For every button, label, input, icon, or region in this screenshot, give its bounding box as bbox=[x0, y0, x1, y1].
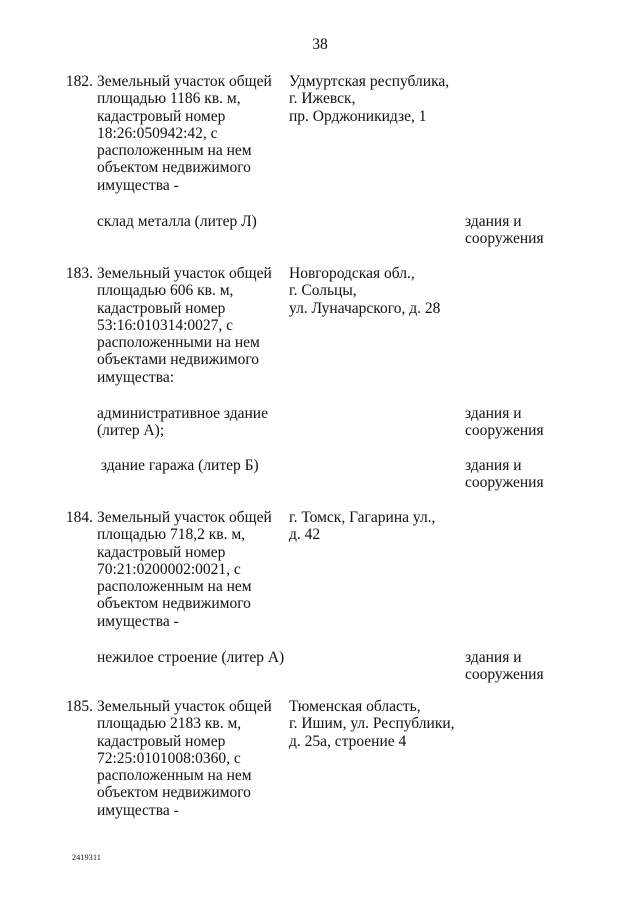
entry-number: 185. bbox=[65, 698, 93, 715]
location-line: д. 25а, строение 4 bbox=[289, 732, 407, 750]
description-line: площадью 606 кв. м, bbox=[97, 282, 234, 300]
subitem-name-line: (литер А); bbox=[97, 422, 165, 440]
description-line: имущества - bbox=[97, 176, 179, 194]
location-line: г. Ижевск, bbox=[289, 90, 356, 108]
entry-location bbox=[289, 509, 469, 544]
description-line: площадью 2183 кв. м, bbox=[97, 715, 242, 733]
subitem-category bbox=[465, 405, 585, 440]
description-line: расположенными на нем bbox=[97, 334, 260, 352]
description-line: 18:26:050942:42, с bbox=[97, 124, 218, 142]
description-line: площадью 1186 кв. м, bbox=[97, 90, 241, 108]
subitem-name bbox=[97, 213, 397, 230]
entry-number: 182. bbox=[65, 73, 93, 90]
category-line: сооружения bbox=[465, 230, 544, 248]
description-line: объектом недвижимого bbox=[97, 784, 251, 802]
description-line: объектом недвижимого bbox=[97, 159, 251, 177]
description-line: Земельный участок общей bbox=[97, 265, 272, 282]
entry-number: 183. bbox=[65, 265, 93, 282]
description-line: 53:16:010314:0027, с bbox=[97, 316, 234, 334]
description-line: объектом недвижимого bbox=[97, 595, 251, 613]
entry-location bbox=[289, 265, 469, 317]
subitem-name-line: склад металла (литер Л) bbox=[97, 213, 257, 230]
description-line: площадью 718,2 кв. м, bbox=[97, 526, 246, 544]
category-line: сооружения bbox=[465, 666, 544, 684]
category-line: здания и bbox=[465, 457, 522, 474]
description-line: имущества - bbox=[97, 612, 179, 630]
location-line: г. Ишим, ул. Республики, bbox=[289, 715, 455, 733]
description-line: кадастровый номер bbox=[97, 732, 226, 750]
entry-description bbox=[97, 698, 287, 819]
location-line: д. 42 bbox=[289, 526, 321, 544]
subitem-name bbox=[97, 457, 397, 474]
category-line: здания и bbox=[465, 213, 522, 230]
description-line: кадастровый номер bbox=[97, 299, 226, 317]
location-line: Удмуртская республика, bbox=[289, 73, 450, 90]
description-line: имущества - bbox=[97, 801, 179, 819]
description-line: расположенным на нем bbox=[97, 767, 252, 785]
subitem-name-line: нежилое строение (литер А) bbox=[97, 649, 285, 666]
description-line: объектами недвижимого bbox=[97, 351, 260, 369]
subitem-category bbox=[465, 213, 585, 248]
location-line: г. Томск, Гагарина ул., bbox=[289, 509, 436, 526]
category-line: здания и bbox=[465, 405, 522, 422]
page-number: 38 bbox=[312, 36, 328, 53]
subitem-category bbox=[465, 457, 585, 492]
category-line: здания и bbox=[465, 649, 522, 666]
description-line: кадастровый номер bbox=[97, 107, 226, 125]
description-line: 72:25:0101008:0360, с bbox=[97, 749, 241, 767]
entry-location bbox=[289, 698, 469, 750]
description-line: кадастровый номер bbox=[97, 543, 226, 561]
entry-location bbox=[289, 73, 469, 125]
category-line: сооружения bbox=[465, 474, 544, 492]
subitem-name bbox=[97, 649, 397, 666]
entry-description bbox=[97, 265, 287, 386]
description-line: расположенным на нем bbox=[97, 578, 252, 596]
location-line: Новгородская обл., bbox=[289, 265, 415, 282]
description-line: Земельный участок общей bbox=[97, 509, 272, 526]
subitem-name-line: административное здание bbox=[97, 405, 268, 422]
entry-description bbox=[97, 509, 287, 630]
subitem-name bbox=[97, 405, 397, 440]
location-line: г. Сольцы, bbox=[289, 282, 357, 300]
description-line: имущества: bbox=[97, 368, 175, 386]
entry-description bbox=[97, 73, 287, 194]
category-line: сооружения bbox=[465, 422, 544, 440]
document-code: 2419311 bbox=[72, 853, 102, 862]
location-line: ул. Луначарского, д. 28 bbox=[289, 299, 441, 317]
subitem-category bbox=[465, 649, 585, 684]
location-line: пр. Орджоникидзе, 1 bbox=[289, 107, 427, 125]
entry-number: 184. bbox=[65, 509, 93, 526]
description-line: Земельный участок общей bbox=[97, 73, 272, 90]
description-line: расположенным на нем bbox=[97, 142, 252, 160]
location-line: Тюменская область, bbox=[289, 698, 421, 715]
subitem-name-line: здание гаража (литер Б) bbox=[97, 457, 259, 474]
description-line: 70:21:0200002:0021, с bbox=[97, 560, 241, 578]
description-line: Земельный участок общей bbox=[97, 698, 272, 715]
